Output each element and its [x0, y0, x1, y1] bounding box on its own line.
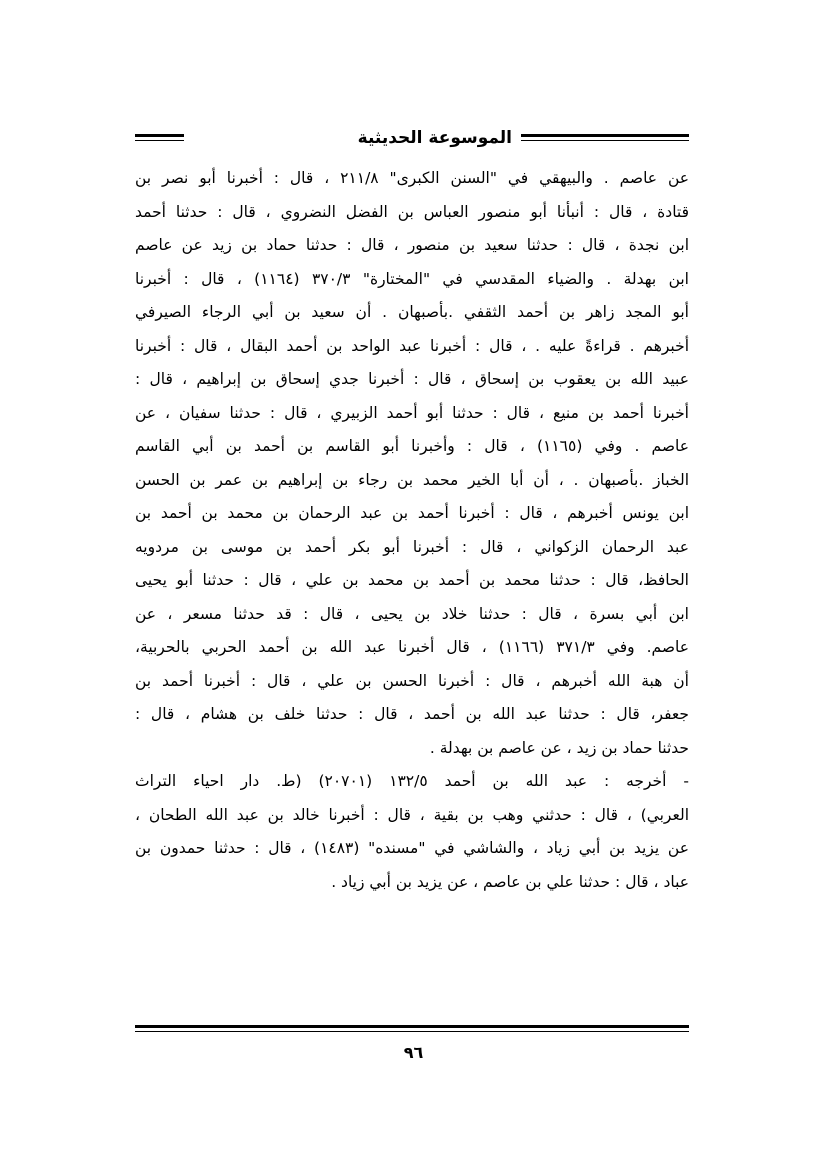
paragraph-1	[135, 162, 689, 765]
text-line: العربي) ، قال : حدثني وهب بن بقية ، قال : أخبرنا خالد بن عبد الله الطحان ،	[135, 805, 689, 824]
text-line: ابن أبي بسرة ، قال : حدثنا خلاد بن يحيى ، قال : قد حدثنا مسعر ، عن	[135, 604, 689, 623]
text-line: الخباز .بأصبهان . ، أن أبا الخير محمد بن رجاء بن إبراهيم بن عمر بن الحسن	[135, 470, 689, 489]
text-line: الحافظ، قال : حدثنا محمد بن أحمد بن محمد بن علي ، قال : حدثنا أبو يحيى	[135, 571, 689, 589]
page-header	[135, 126, 689, 152]
text-line: أبو المجد زاهر بن أحمد الثقفي .بأصبهان . أن سعيد بن أبي الرجاء الصيرفي	[135, 303, 689, 321]
body-text	[135, 162, 689, 899]
text-line: جعفر، قال : حدثنا عبد الله بن أحمد ، قال : حدثنا خلف بن هشام ، قال :	[135, 705, 689, 723]
text-line: ابن بهدلة . والضياء المقدسي في "المختارة" ٣٧٠/٣ (١١٦٤) ، قال : أخبرنا	[135, 269, 689, 288]
text-line: عن عاصم . والبيهقي في "السنن الكبرى" ٢١١/٨ ، قال : أخبرنا أبو نصر بن	[135, 169, 689, 187]
header-rule-right	[521, 134, 689, 141]
text-line: عاصم. وفي ٣٧١/٣ (١١٦٦) ، قال أخبرنا عبد الله بن أحمد الحربي بالحربية،	[135, 638, 689, 656]
running-title: الموسوعة الحديثية	[357, 128, 512, 148]
text-line: - أخرجه : عبد الله بن أحمد ١٣٢/٥ (٢٠٧٠١) (ط. دار احياء التراث	[135, 772, 689, 790]
text-line: أخبرنا أحمد بن منيع ، قال : حدثنا أبو أحمد الزبيري ، قال : حدثنا سفيان ، عن	[135, 403, 689, 422]
paragraph-2	[135, 765, 689, 899]
page-number: ٩٦	[403, 1043, 424, 1062]
text-line: أن هبة الله أخبرهم ، قال : أخبرنا الحسن بن علي ، قال : أخبرنا أحمد بن	[135, 671, 689, 690]
text-line: ابن نجدة ، قال : حدثنا سعيد بن منصور ، قال : حدثنا حماد بن زيد عن عاصم	[135, 236, 689, 254]
text-line: عبيد الله بن يعقوب بن إسحاق ، قال : أخبرنا جدي إسحاق بن إبراهيم ، قال :	[135, 370, 689, 388]
header-rule-left	[135, 134, 184, 141]
text-line: عباد ، قال : حدثنا علي بن عاصم ، عن يزيد بن أبي زياد .	[331, 872, 689, 891]
text-line: عن يزيد بن أبي زياد ، والشاشي في "مسنده" (١٤٨٣) ، قال : حدثنا حمدون بن	[135, 839, 689, 857]
text-line: أخبرهم . قراءةً عليه . ، قال : أخبرنا عبد الواحد بن أحمد البقال ، قال : أخبرنا	[135, 336, 689, 355]
text-line: حدثنا حماد بن زيد ، عن عاصم بن بهدلة .	[429, 738, 689, 757]
text-line: عاصم . وفي (١١٦٥) ، قال : وأخبرنا أبو القاسم بن أحمد بن أبي القاسم	[135, 437, 690, 455]
text-line: عبد الرحمان الزكواني ، قال : أخبرنا أبو بكر أحمد بن موسى بن مردويه	[135, 537, 689, 556]
text-line: ابن يونس أخبرهم ، قال : أخبرنا أحمد بن عبد الرحمان بن محمد بن أحمد بن	[135, 504, 689, 522]
footer-rule	[135, 1025, 689, 1032]
text-line: قتادة ، قال : أنبأنا أبو منصور العباس بن الفضل النضروي ، قال : حدثنا أحمد	[135, 202, 689, 221]
